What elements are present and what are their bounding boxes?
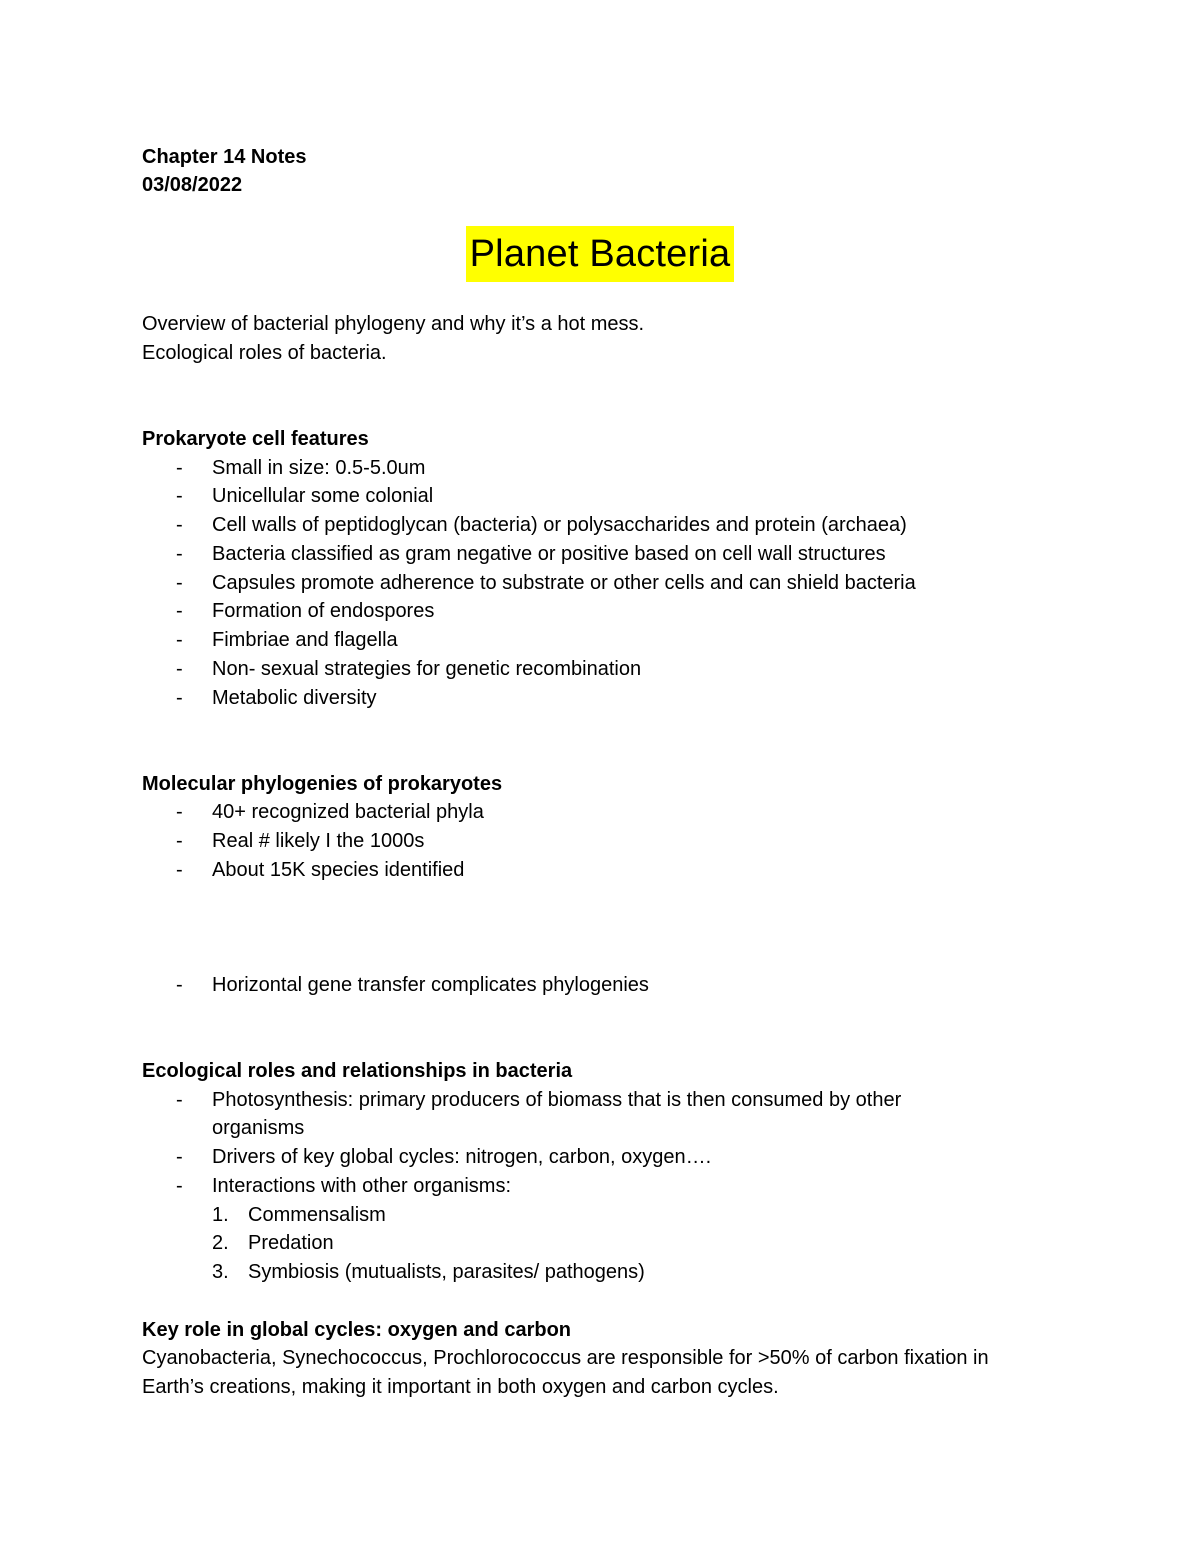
bullet-dash: -	[176, 600, 183, 622]
title-container	[0, 226, 1200, 282]
list-item: Metabolic diversity	[212, 687, 377, 709]
list-item: Bacteria classified as gram negative or positive based on cell wall structures	[212, 543, 886, 565]
bullet-dash: -	[176, 572, 183, 594]
list-number: 1.	[212, 1204, 229, 1226]
bullet-dash: -	[176, 974, 183, 996]
list-item: Non- sexual strategies for genetic recombination	[212, 658, 642, 680]
list-item: Formation of endospores	[212, 600, 435, 622]
bullet-dash: -	[176, 514, 183, 536]
bullet-dash: -	[176, 543, 183, 565]
intro-line: Overview of bacterial phylogeny and why it’s a hot mess.	[142, 313, 645, 335]
list-item: Photosynthesis: primary producers of biomass that is then consumed by other	[212, 1089, 902, 1111]
section-heading-molecular: Molecular phylogenies of prokaryotes	[142, 773, 503, 795]
bullet-dash: -	[176, 658, 183, 680]
bullet-dash: -	[176, 457, 183, 479]
bullet-dash: -	[176, 859, 183, 881]
list-item: Interactions with other organisms:	[212, 1175, 512, 1197]
numbered-item: Symbiosis (mutualists, parasites/ pathogens)	[248, 1261, 645, 1283]
bullet-dash: -	[176, 485, 183, 507]
bullet-dash: -	[176, 1146, 183, 1168]
numbered-item: Predation	[248, 1232, 334, 1254]
bullet-dash: -	[176, 801, 183, 823]
bullet-dash: -	[176, 1089, 183, 1111]
list-item: Unicellular some colonial	[212, 485, 434, 507]
numbered-item: Commensalism	[248, 1204, 386, 1226]
section-heading-ecological: Ecological roles and relationships in bacteria	[142, 1060, 573, 1082]
list-item: About 15K species identified	[212, 859, 465, 881]
page-title: Planet Bacteria	[466, 226, 735, 282]
list-number: 2.	[212, 1232, 229, 1254]
intro-line: Ecological roles of bacteria.	[142, 342, 387, 364]
date-heading: 03/08/2022	[142, 174, 243, 196]
bullet-dash: -	[176, 830, 183, 852]
section-heading-prokaryote: Prokaryote cell features	[142, 428, 369, 450]
list-item: Capsules promote adherence to substrate or other cells and can shield bacteria	[212, 572, 916, 594]
list-item-continuation: organisms	[212, 1117, 305, 1139]
paragraph-line: Earth’s creations, making it important in both oxygen and carbon cycles.	[142, 1376, 779, 1398]
list-item: Horizontal gene transfer complicates phylogenies	[212, 974, 649, 996]
chapter-heading: Chapter 14 Notes	[142, 146, 307, 168]
list-number: 3.	[212, 1261, 229, 1283]
list-item: Fimbriae and flagella	[212, 629, 398, 651]
paragraph-line: Cyanobacteria, Synechococcus, Prochlorococcus are responsible for >50% of carbon fixation in	[142, 1347, 989, 1369]
bullet-dash: -	[176, 687, 183, 709]
list-item: Drivers of key global cycles: nitrogen, carbon, oxygen….	[212, 1146, 712, 1168]
list-item: Cell walls of peptidoglycan (bacteria) or polysaccharides and protein (archaea)	[212, 514, 907, 536]
section-heading-global: Key role in global cycles: oxygen and carbon	[142, 1319, 572, 1341]
list-item: Real # likely I the 1000s	[212, 830, 425, 852]
bullet-dash: -	[176, 629, 183, 651]
list-item: Small in size: 0.5-5.0um	[212, 457, 426, 479]
list-item: 40+ recognized bacterial phyla	[212, 801, 484, 823]
bullet-dash: -	[176, 1175, 183, 1197]
